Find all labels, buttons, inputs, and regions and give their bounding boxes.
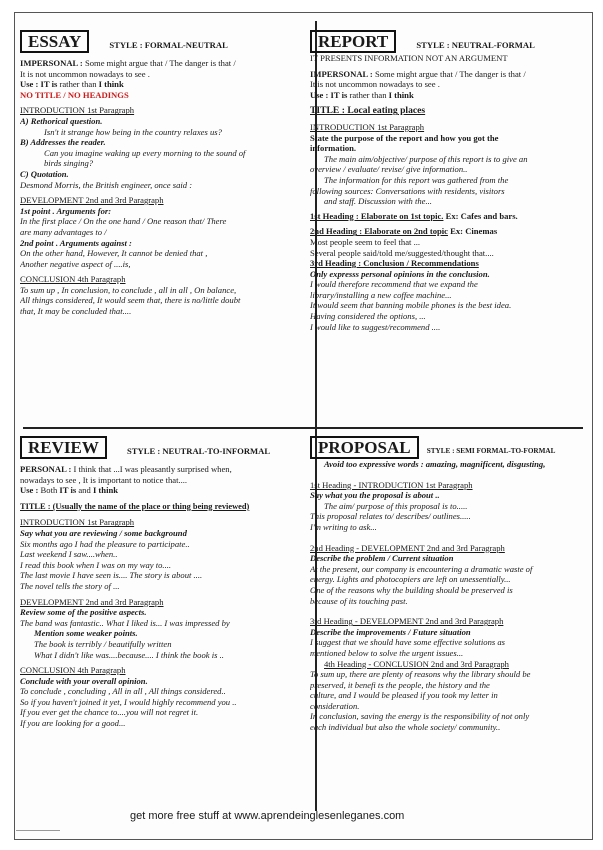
review-dev-text2: The book is terribly / beautifully written: [34, 638, 172, 649]
report-use-label: Use :: [310, 89, 329, 100]
review-use-both: Both: [38, 485, 60, 496]
essay-no-title: NO TITLE / NO HEADINGS: [20, 89, 129, 100]
report-intro-state: State the purpose of the report and how you got the: [310, 132, 499, 143]
essay-use-it: IT is: [40, 79, 58, 90]
essay-use-i: I think: [98, 79, 124, 90]
report-impersonal-text: Some might argue that / The danger is that /: [372, 68, 526, 79]
review-personal-text: I think that ...I was pleasantly surprised when,: [71, 464, 232, 474]
proposal-heading3: 3rd Heading - DEVELOPMENT 2nd and 3rd Paragraph: [310, 616, 504, 627]
report-style: STYLE : NEUTRAL-FORMAL: [416, 39, 535, 50]
review-conc-text3: If you ever get the chance to....you will not regret it.: [20, 707, 199, 718]
essay-intro-a: A) Rethorical question.: [20, 115, 103, 126]
proposal-heading1-text2: This proposal relates to/ describes/ outlines.....: [310, 511, 471, 522]
essay-impersonal-text: Some might argue that / The danger is that /: [82, 58, 236, 68]
proposal-heading3-text: I suggest that we should have some effective solutions as: [310, 637, 506, 648]
essay-intro-c: C) Quotation.: [20, 168, 69, 179]
report-intro-text4: following sources: Conversations with residents, visitors: [310, 185, 505, 196]
report-section: [310, 30, 572, 410]
proposal-heading3-text2: mentioned below to solve the urgent issues...: [310, 647, 464, 658]
essay-intro-b: B) Addresses the reader.: [20, 137, 106, 148]
report-intro-state2: information.: [310, 143, 357, 154]
report-heading2-text2: Several people said/told me/suggested/thought that....: [310, 247, 494, 258]
review-intro-text: Six months ago I had the pleasure to participate..: [20, 538, 190, 549]
essay-conc-text3: that, It may be concluded that....: [20, 306, 132, 317]
review-conc-note: Conclude with your overall opinion.: [20, 675, 148, 686]
review-intro-title: INTRODUCTION 1st Paragraph: [20, 517, 135, 528]
essay-dev-title: DEVELOPMENT 2nd and 3rd Paragraph: [20, 195, 164, 206]
essay-intro-a-text: Isn't it strange how being in the country relaxes us?: [44, 126, 222, 137]
report-heading3-text: I would therefore recommend that we expand the: [310, 279, 478, 290]
essay-dev-point1-text2: are many advantages to /: [20, 226, 107, 237]
proposal-style: STYLE : SEMI FORMAL-TO-FORMAL: [426, 446, 556, 455]
report-heading1: 1st Heading : Elaborate on 1st topic.: [310, 210, 444, 221]
review-conc-title: CONCLUSION 4th Paragraph: [20, 665, 126, 676]
proposal-heading4-text: To sum up, there are plenty of reasons why the library should be: [310, 669, 531, 680]
proposal-heading2-text4: because of its touching past.: [310, 595, 408, 606]
essay-section: [20, 30, 298, 410]
review-use-i: I think: [92, 485, 119, 496]
essay-impersonal-text2: It is not uncommon nowadays to see .: [20, 68, 150, 79]
essay-use-label: Use :: [20, 79, 39, 90]
report-title: REPORT: [310, 30, 396, 53]
review-title-line: TITLE : (Usually the name of the place or thing being reviewed): [20, 501, 250, 511]
report-heading3: 3rd Heading : Conclusion / Recommendations: [310, 258, 479, 269]
review-personal-label: PERSONAL :: [20, 464, 72, 474]
essay-title: ESSAY: [20, 30, 89, 53]
review-title: REVIEW: [20, 436, 107, 459]
report-use-mid: rather than: [347, 89, 389, 100]
report-intro-text: The main aim/objective/ purpose of this report is to give an: [324, 153, 528, 164]
review-intro-text5: The novel tells the story of ...: [20, 580, 120, 591]
report-subtitle: IT PRESENTS INFORMATION NOT AN ARGUMENT: [310, 53, 508, 63]
report-heading3-note: Only expresss personal opinions in the conclusion.: [310, 268, 490, 279]
review-intro-text4: The last movie I have seen is.... The story is about ....: [20, 570, 203, 581]
review-intro-note: Say what you are reviewing / some background: [20, 527, 187, 538]
essay-dev-point2-text: On the other hand, However, It cannot be denied that ,: [20, 248, 208, 259]
proposal-heading4-text5: In conclusion, saving the energy is the responsibility of not only: [310, 711, 530, 722]
report-heading2: 2nd Heading : Elaborate on 2nd topic: [310, 226, 448, 237]
proposal-heading1-text: The aim/ purpose of this proposal is to.....: [324, 500, 468, 511]
proposal-avoid-note: Avoid too expressive words : amazing, magnificent, disgusting,: [324, 459, 546, 469]
essay-intro-title: INTRODUCTION 1st Paragraph: [20, 105, 135, 116]
proposal-heading4-text3: culture, and I would be pleased if you took my letter in: [310, 690, 498, 701]
proposal-heading4: 4th Heading - CONCLUSION 2nd and 3rd Paragraph: [324, 658, 509, 669]
review-dev-weaker: Mention some weaker points.: [34, 628, 138, 639]
review-use-and: and: [76, 485, 93, 496]
proposal-heading1: 1st Heading - INTRODUCTION 1st Paragraph: [310, 479, 473, 490]
essay-dev-point1-text: In the first place / On the one hand / One reason that/ There: [20, 216, 227, 227]
proposal-heading1-note: Say what you the proposal is about ..: [310, 490, 440, 501]
report-title-line: TITLE : Local eating places: [310, 105, 426, 117]
review-conc-text4: If you are looking for a good...: [20, 718, 126, 729]
proposal-heading4-text6: each individual but also the whole society/ community..: [310, 722, 501, 733]
proposal-heading2: 2nd Heading - DEVELOPMENT 2nd and 3rd Paragraph: [310, 542, 505, 553]
report-heading3-text4: Having considered the options, ...: [310, 311, 426, 322]
report-use-it: IT is: [330, 89, 348, 100]
essay-intro-c-text: Desmond Morris, the British engineer, once said :: [20, 179, 193, 190]
proposal-heading2-text2: energy. Lights and photocopiers are left on unessentially...: [310, 574, 511, 585]
review-intro-text2: Last weekend I saw....when..: [20, 549, 118, 560]
review-dev-positive: Review some of the positive aspects.: [20, 607, 147, 618]
proposal-heading3-note: Describe the improvements / Future situation: [310, 626, 471, 637]
proposal-heading2-text3: One of the reasons why the building should be preserved is: [310, 584, 513, 595]
review-intro-text3: I read this book when I was on my way to....: [20, 559, 172, 570]
essay-dev-point1: 1st point . Arguments for:: [20, 205, 112, 216]
essay-conc-text2: All things considered, It would seem that, there is no/little doubt: [20, 295, 241, 306]
review-personal-text2: nowadays to see , It is important to notice that....: [20, 474, 188, 485]
review-section: [20, 436, 298, 796]
proposal-section: [310, 436, 572, 796]
corner-mark: [16, 830, 60, 831]
report-intro-text2: overview / evaluate/ revise/ give information..: [310, 164, 468, 175]
report-use-i: I think: [388, 89, 414, 100]
essay-impersonal-label: IMPERSONAL :: [20, 58, 83, 68]
report-heading3-text5: I would like to suggest/recommend ....: [310, 321, 441, 332]
proposal-heading4-text2: preserved, it benefi ts the people, the history and the: [310, 679, 490, 690]
review-conc-text2: So if you haven't joined it yet, I would highly recommend you ..: [20, 696, 237, 707]
essay-conc-title: CONCLUSION 4th Paragraph: [20, 274, 126, 285]
report-heading3-text3: It would seem that banning mobile phones is the best idea.: [310, 300, 512, 311]
review-dev-title: DEVELOPMENT 2nd and 3rd Paragraph: [20, 596, 164, 607]
essay-intro-b-text2: birds singing?: [44, 158, 94, 169]
report-heading2-example: Ex: Cinemas: [448, 226, 498, 237]
footer-link-text: get more free stuff at www.aprendeinglesenleganes.com: [130, 810, 405, 822]
report-heading2-text: Most people seem to feel that ...: [310, 236, 421, 247]
proposal-title: PROPOSAL: [310, 436, 419, 459]
review-conc-text: To conclude , concluding , All in all , All things considered..: [20, 686, 226, 697]
proposal-heading4-text4: consideration.: [310, 700, 360, 711]
report-intro-title: INTRODUCTION 1st Paragraph: [310, 121, 425, 132]
proposal-heading2-text: At the present, our company is encountering a dramatic waste of: [310, 563, 533, 574]
horizontal-divider: [23, 427, 583, 429]
essay-dev-point2-text2: Another negative aspect of ....is,: [20, 258, 131, 269]
essay-style: STYLE : FORMAL-NEUTRAL: [109, 39, 228, 50]
proposal-heading1-text3: I'm writing to ask...: [310, 521, 377, 532]
essay-intro-b-text: Can you imagine waking up every morning to the sound of: [44, 147, 246, 158]
review-dev-text3: What I didn't like was....because.... I think the book is ..: [34, 649, 224, 660]
report-impersonal-label: IMPERSONAL :: [310, 68, 373, 79]
report-heading3-text2: library/installing a new coffee machine...: [310, 289, 452, 300]
essay-conc-text: To sum up , In conclusion, to conclude , all in all , On balance,: [20, 284, 237, 295]
proposal-heading2-note: Describe the problem / Current situation: [310, 553, 454, 564]
review-use-label: Use :: [20, 485, 39, 496]
report-impersonal-text2: It is not uncommon nowadays to see .: [310, 79, 440, 90]
review-use-it: IT is: [59, 485, 77, 496]
essay-dev-point2: 2nd point . Arguments against :: [20, 237, 132, 248]
review-dev-text: The band was fantastic.. What I liked is... I was impressed by: [20, 617, 230, 628]
report-intro-text5: and staff. Discussion with the...: [324, 196, 432, 207]
report-intro-text3: The information for this report was gathered from the: [324, 174, 509, 185]
review-style: STYLE : NEUTRAL-TO-INFORMAL: [127, 445, 271, 456]
essay-use-mid: rather than: [57, 79, 99, 90]
report-heading1-example: Ex: Cafes and bars.: [443, 210, 518, 221]
